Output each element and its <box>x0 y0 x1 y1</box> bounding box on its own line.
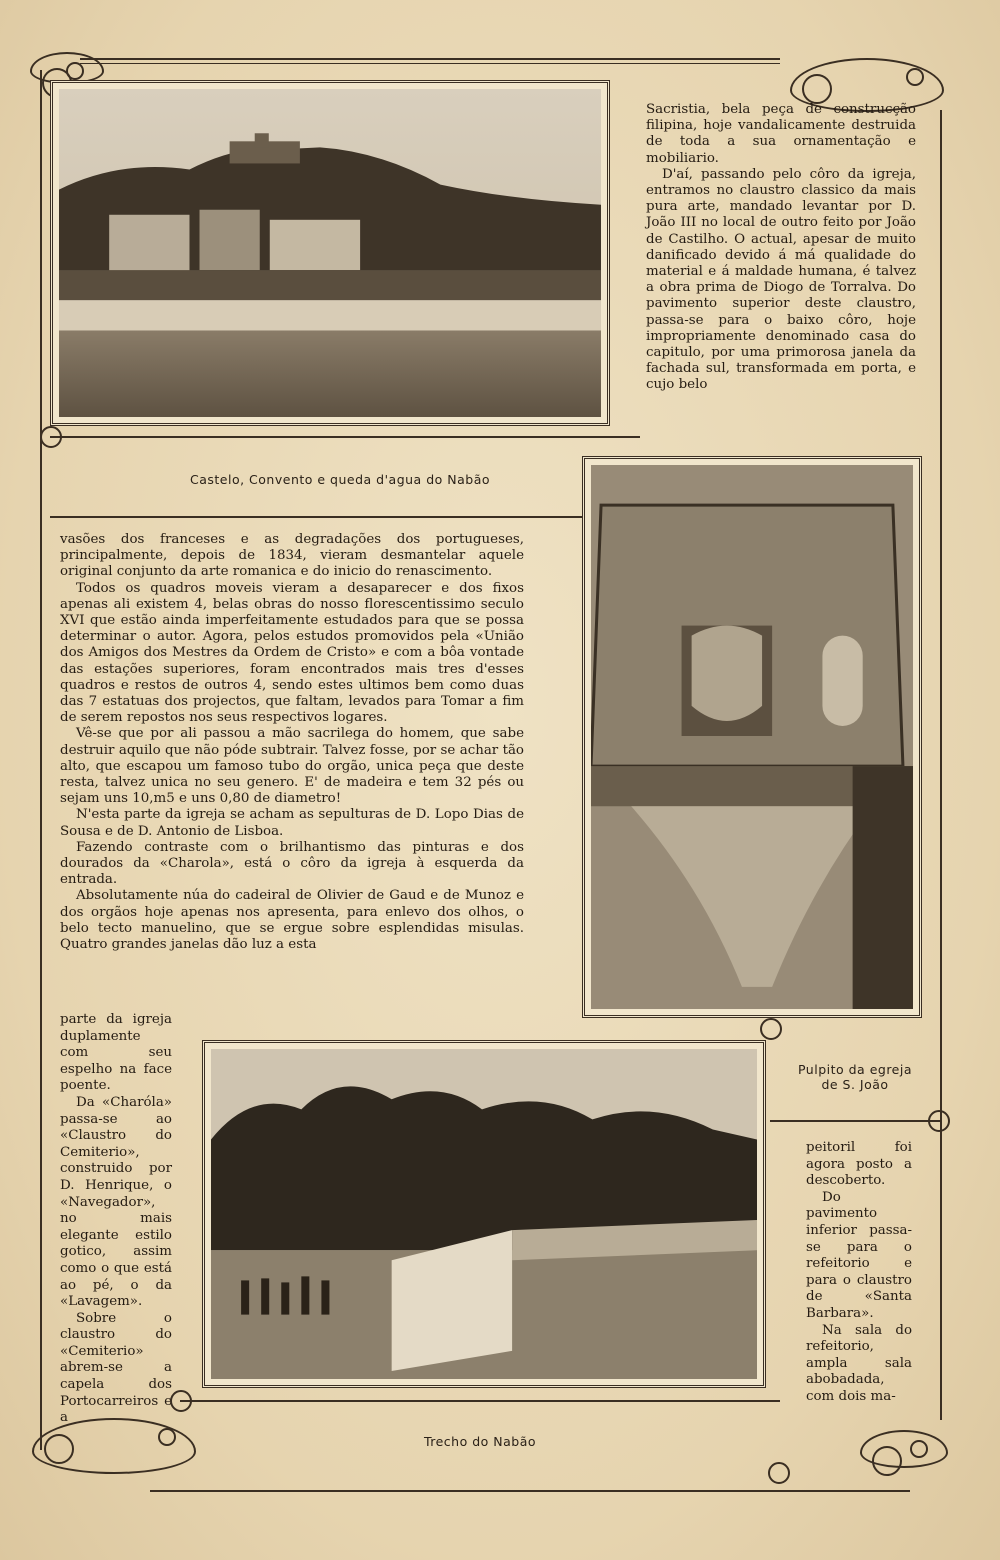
paragraph: Fazendo contraste com o brilhantismo das pinturas e dos dourados da «Charola», está o côro da igreja à esquerda da entrada. <box>60 839 524 888</box>
castle-photo-frame <box>50 80 610 426</box>
river-photo-frame <box>202 1040 766 1388</box>
main-text-column <box>60 532 524 953</box>
paragraph: peitoril foi agora posto a descoberto. <box>806 1140 912 1189</box>
pulpit-photo-frame <box>582 456 922 1018</box>
border-top-rule <box>80 58 780 60</box>
border-left-rule <box>40 70 42 1450</box>
paragraph: Na sala do refeitorio, ampla sala abobadada, com dois ma- <box>806 1322 912 1404</box>
border-bottom-rule <box>150 1490 910 1492</box>
paragraph: N'esta parte da igreja se acham as sepulturas de D. Lopo Dias de Sousa e de D. Antonio de Lisboa. <box>60 807 524 839</box>
right-narrow-text-column <box>806 1140 912 1406</box>
border-top-rule-inner <box>80 63 780 64</box>
castle-photo <box>59 89 601 417</box>
pulpit-caption-line2: de S. João <box>821 1077 889 1092</box>
paragraph: Da «Charóla» passa-se ao «Claustro do Cemiterio», construido por D. Henrique, o «Navegador», no mais elegante estilo gotico, assim como o que está ao pé, o da «Lavagem». <box>60 1094 172 1310</box>
paragraph: parte da igreja duplamente com seu espelho na face poente. <box>60 1012 172 1094</box>
river-caption: Trecho do Nabão <box>423 1434 537 1449</box>
river-photo <box>211 1049 757 1379</box>
border-right-rule <box>940 110 942 1420</box>
paragraph: Todos os quadros moveis vieram a desaparecer e dos fixos apenas ali existem 4, belas obras do nosso florescentissimo seculo XVI que estão ainda imperfeitamente estudados para que se possa determinar o autor. Agora, pelos estudos promovidos pela «União dos Amigos dos Mestres da Ordem de Cristo» e com a bôa vontade das estações superiores, foram encontrados mais tres d'esses quadros e restos de outros 4, sendo estes ultimos bem como duas das 7 estatuas dos projectos, que faltam, levados para Tomar a fim de serem repostos nos seus respectivos logares. <box>60 580 524 726</box>
paragraph: Vê-se que por ali passou a mão sacrilega do homem, que sabe destruir aquilo que não póde subtrair. Talvez fosse, por se achar tão alto, que escapou um famoso tubo do orgão, unica peça que deste resta, talvez unica no seu genero. E' de madeira e tem 32 pés ou sejam uns 10,m5 e uns 0,80 de diametro! <box>60 726 524 807</box>
paragraph: Sacristia, bela peça de construcção filipina, hoje vandalicamente destruida de toda a sua ornamentação e mobiliario. <box>646 102 916 166</box>
paragraph: Absolutamente núa do cadeiral de Olivier de Gaud e de Munoz e dos orgãos hoje apenas nos apresenta, para enlevo dos olhos, o belo tecto manuelino, que se ergue sobre esplendidas misulas. Quatro grandes janelas dão luz a esta <box>60 888 524 953</box>
castle-caption: Castelo, Convento e queda d'agua do Nabão <box>190 472 490 487</box>
left-narrow-text-column <box>60 1012 172 1427</box>
paragraph: Sobre o claustro do «Cemiterio» abrem-se a capela dos Portocarreiros e a <box>60 1310 172 1426</box>
paragraph: D'aí, passando pelo côro da igreja, entramos no claustro classico da mais pura arte, mandado levantar por D. João III no local de outro feito por João de Castilho. O actual, apesar de muito danificado devido á má qualidade do material e á maldade humana, é talvez a obra prima de Diogo de Torralva. Do pavimento superior deste claustro, passa-se para o baixo côro, hoje impropriamente denominado casa do capitulo, por uma primorosa janela da fachada sul, transformada em porta, e cujo belo <box>646 166 916 393</box>
pulpit-caption-line1: Pulpito da egreja <box>797 1062 913 1077</box>
corner-ornament-bottom-right <box>860 1430 948 1468</box>
pulpit-photo <box>591 465 913 1009</box>
right-top-text-column <box>646 102 916 394</box>
paragraph: Do pavimento inferior passa-se para o refeitorio e para o claustro de «Santa Barbara». <box>806 1189 912 1321</box>
paragraph: vasões dos franceses e as degradações dos portugueses, principalmente, depois de 1834, vieram desmantelar aquele original conjunto da arte romanica e do inicio do renascimento. <box>60 532 524 580</box>
